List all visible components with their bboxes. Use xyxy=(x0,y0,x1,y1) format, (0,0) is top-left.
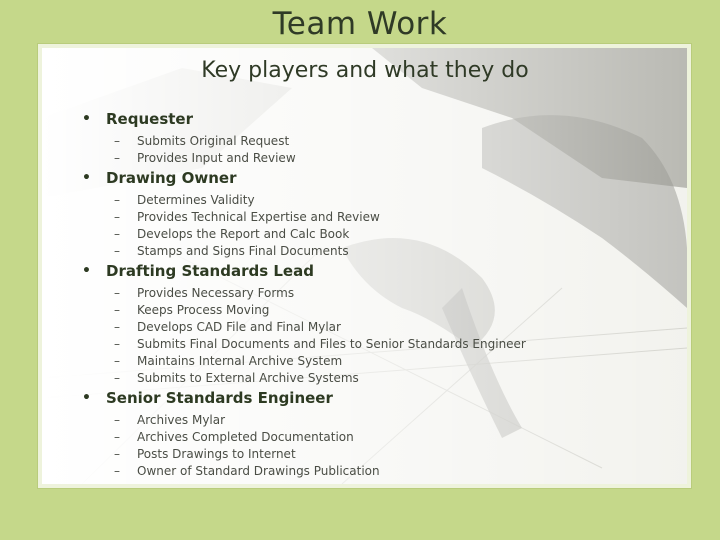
duty-text: Archives Completed Documentation xyxy=(137,430,354,444)
duty-list xyxy=(80,192,640,260)
dash-icon: – xyxy=(114,244,120,258)
dash-icon: – xyxy=(114,193,120,207)
dash-icon: – xyxy=(114,151,120,165)
dash-icon: – xyxy=(114,286,120,300)
duty-text: Submits Final Documents and Files to Senior Standards Engineer xyxy=(137,337,526,351)
dash-icon: – xyxy=(114,303,120,317)
duty-text: Determines Validity xyxy=(137,193,255,207)
duty-item xyxy=(80,412,640,429)
role-heading xyxy=(80,260,640,282)
duty-text: Owner of Standard Drawings Publication xyxy=(137,464,380,478)
duty-text: Provides Input and Review xyxy=(137,151,296,165)
duty-text: Archives Mylar xyxy=(137,413,226,427)
duty-list xyxy=(80,133,640,167)
dash-icon: – xyxy=(114,210,120,224)
duty-text: Submits to External Archive Systems xyxy=(137,371,359,385)
dash-icon: – xyxy=(114,354,120,368)
dash-icon: – xyxy=(114,371,120,385)
duty-text: Maintains Internal Archive System xyxy=(137,354,343,368)
duty-text: Provides Technical Expertise and Review xyxy=(137,210,380,224)
duty-item xyxy=(80,370,640,387)
duty-item xyxy=(80,133,640,150)
role-heading xyxy=(80,387,640,409)
slide-title: Team Work xyxy=(272,6,448,42)
bullet-icon: • xyxy=(82,390,91,406)
duty-item xyxy=(80,429,640,446)
duty-item xyxy=(80,446,640,463)
dash-icon: – xyxy=(114,430,120,444)
role-drafting-standards-lead xyxy=(80,260,640,387)
role-name: Drawing Owner xyxy=(106,169,237,187)
dash-icon: – xyxy=(114,320,120,334)
dash-icon: – xyxy=(114,227,120,241)
duty-item xyxy=(80,319,640,336)
role-name: Senior Standards Engineer xyxy=(106,389,333,407)
dash-icon: – xyxy=(114,464,120,478)
dash-icon: – xyxy=(114,134,120,148)
role-drawing-owner xyxy=(80,167,640,260)
role-name: Drafting Standards Lead xyxy=(106,262,314,280)
duty-item xyxy=(80,336,640,353)
duty-item xyxy=(80,285,640,302)
duty-item xyxy=(80,209,640,226)
bullet-icon: • xyxy=(82,263,91,279)
duty-text: Develops the Report and Calc Book xyxy=(137,227,350,241)
duty-text: Develops CAD File and Final Mylar xyxy=(137,320,341,334)
duty-item xyxy=(80,150,640,167)
duty-item xyxy=(80,192,640,209)
duty-text: Stamps and Signs Final Documents xyxy=(137,244,349,258)
bullet-icon: • xyxy=(82,170,91,186)
role-heading xyxy=(80,108,640,130)
duty-text: Provides Necessary Forms xyxy=(137,286,295,300)
duty-text: Keeps Process Moving xyxy=(137,303,270,317)
bullet-icon: • xyxy=(82,111,91,127)
duty-item xyxy=(80,243,640,260)
role-senior-standards-engineer xyxy=(80,387,640,480)
dash-icon: – xyxy=(114,413,120,427)
duty-text: Submits Original Request xyxy=(137,134,290,148)
role-heading xyxy=(80,167,640,189)
duty-text: Posts Drawings to Internet xyxy=(137,447,296,461)
role-name: Requester xyxy=(106,110,193,128)
duty-list xyxy=(80,285,640,387)
duty-item xyxy=(80,226,640,243)
duty-list xyxy=(80,412,640,480)
dash-icon: – xyxy=(114,447,120,461)
duty-item xyxy=(80,302,640,319)
duty-item xyxy=(80,353,640,370)
slide-subtitle: Key players and what they do xyxy=(201,58,529,83)
role-requester xyxy=(80,108,640,167)
duty-item xyxy=(80,463,640,480)
dash-icon: – xyxy=(114,337,120,351)
roles-outline xyxy=(80,108,640,480)
